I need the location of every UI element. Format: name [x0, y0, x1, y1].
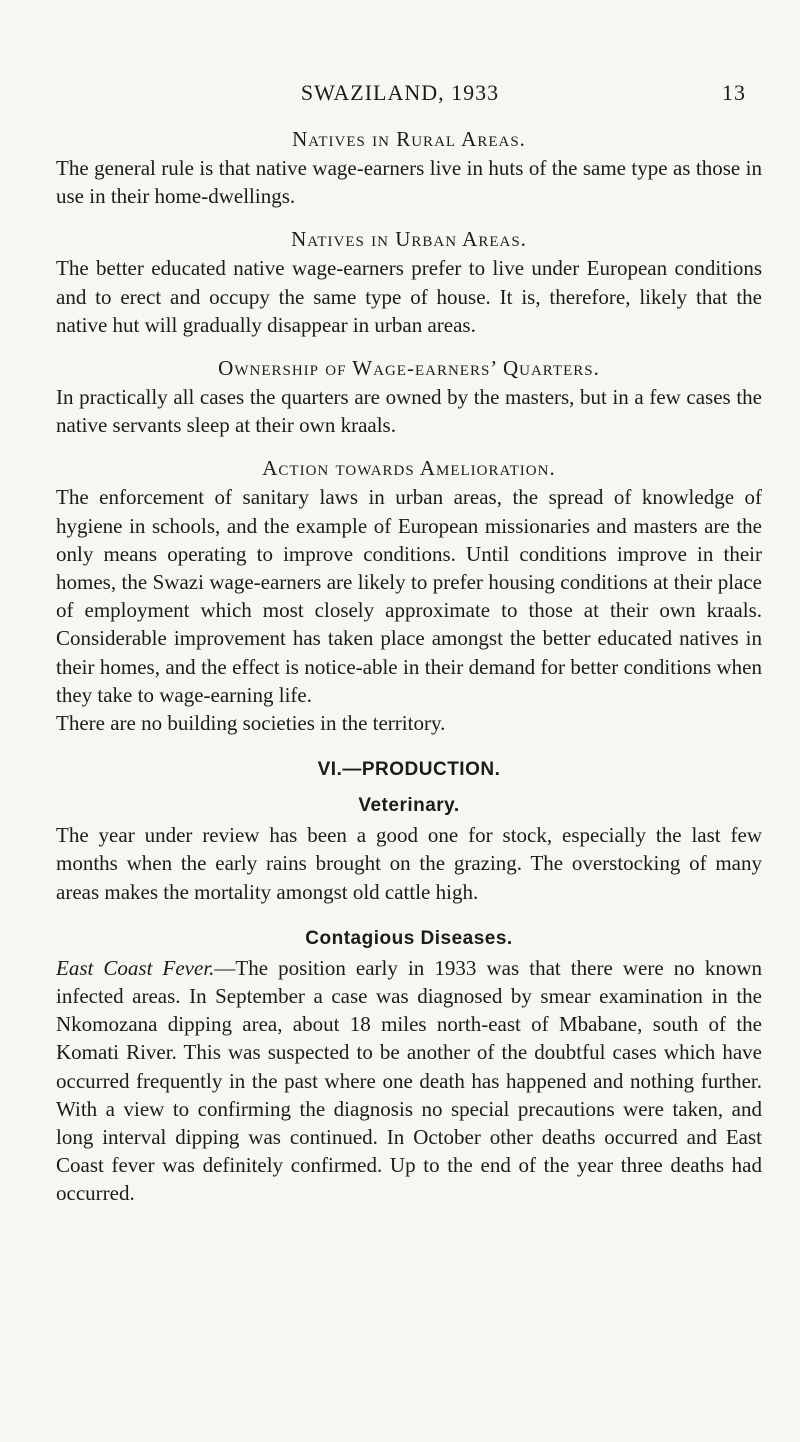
running-header [40, 80, 760, 114]
paragraph-east-coast-fever [56, 954, 762, 1208]
paragraph-ownership: In practically all cases the quarters are owned by the masters, but in a few cases the native servants sleep at their own kraals. [56, 385, 762, 438]
heading-urban-areas: Natives in Urban Areas. [291, 227, 527, 252]
page-body [56, 124, 762, 1208]
paragraph-veterinary: The year under review has been a good one for stock, especially the last few months when the early rains brought on the grazing. The overstocking of many areas makes the mortality amongst old cattle high. [56, 823, 762, 904]
paragraph-building-societies: There are no building societies in the territory. [56, 711, 446, 736]
paragraph-urban-areas: The better educated native wage-earners prefer to live under European conditions and to erect and occupy the same type of house. It is, therefore, likely that the native hut will gradually disappear in urban areas. [56, 256, 762, 337]
paragraph-amelioration: The enforcement of sanitary laws in urban areas, the spread of knowledge of hygiene in schools, and the example of European missionaries and masters are the only means operating to improve conditions. Until conditions improve in their homes, the Swazi wage-earners are likely to prefer housing conditions at their place of employment which most closely approximate to those at their own kraals. Considerable improvement has taken place amongst the better educated natives in their homes, and the effect is notice-able in their demand for better conditions when they take to wage-earning life. [56, 485, 762, 707]
heading-veterinary: Veterinary. [358, 795, 460, 817]
page-number: 13 [722, 80, 746, 105]
heading-ownership: Ownership of Wage-earners’ Quarters. [218, 356, 600, 381]
heading-contagious-diseases: Contagious Diseases. [305, 927, 513, 949]
heading-production: VI.—PRODUCTION. [317, 759, 501, 781]
east-coast-fever-text: —The position early in 1933 was that there were no known infected areas. In September a case was diagnosed by smear examination in the Nkomozana dipping area, about 18 miles north-east of Mbabane, south of the Komati River. This was suspected to be another of the doubtful cases which have occurred frequently in the past where one death has happened and nothing further. With a view to confirming the diagnosis no special precautions were taken, and long interval dipping was continued. In October other deaths occurred and East Coast fever was definitely confirmed. Up to the end of the year three deaths had occurred. [56, 955, 763, 1206]
heading-amelioration: Action towards Amelioration. [262, 456, 556, 481]
east-coast-fever-lead: East Coast Fever. [56, 955, 215, 980]
header-title: SWAZILAND, 1933 [300, 80, 500, 105]
heading-rural-areas: Natives in Rural Areas. [292, 127, 526, 151]
paragraph-rural-areas: The general rule is that native wage-earners live in huts of the same type as those in use in their home-dwellings. [56, 156, 762, 209]
